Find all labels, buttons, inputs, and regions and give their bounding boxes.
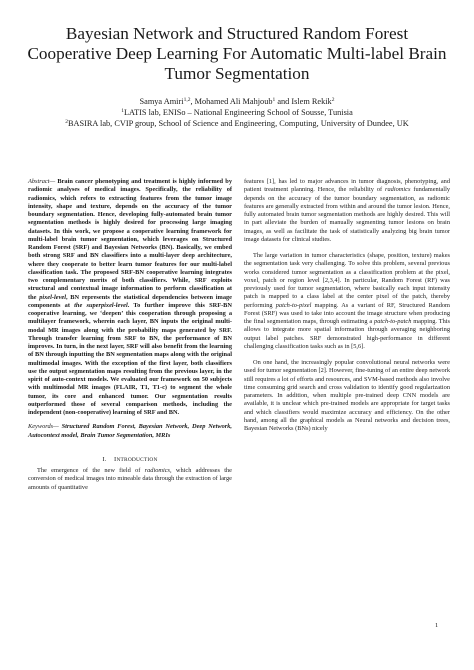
body-text: fundamentally depends on the accuracy of the tumor boundary segmentation, as radiomic features are generally extracted from within and around the tumor lesion. Hence, fully automated brain tumor segmentation methods are highly desired. This will in part alleviate the burden of manually segmenting tumor lesions on brain images, as well as facilitate the task of statistically analyzing big brain tumor image datasets for clinical studies. (244, 186, 450, 243)
author-name: and Islem Rekik (277, 97, 332, 106)
author-affiliation-mark: 1 (272, 97, 276, 103)
right-column (244, 178, 450, 441)
affiliation-line (20, 118, 454, 129)
section-title-rest: NTRODUCTION (116, 456, 158, 463)
body-text: mapping. As a variant of RF, Structured Random Forest (SRF) was used to take into account the image structure when producing the final segmentation maps, through estimating a (244, 301, 450, 325)
author-line: Samya Amiri$^{1,2}$, Mohamed Ali Mahjoub$^1$ and Islem Rekik$^2$ (139, 97, 335, 106)
keywords (28, 423, 232, 440)
body-text: The emergence of the new field of (37, 467, 145, 474)
paper-title: Bayesian Network and Structured Random Forest Cooperative Deep Learning For Automatic Multi-label Brain Tumor Segmentation (27, 24, 447, 83)
abstract-emphasis: pixel-level (39, 293, 66, 301)
abstract-emphasis: the superpixel-level (74, 301, 128, 309)
body-paragraph: On one hand, the increasingly popular convolutional neural networks were used for tumor segmentation [2]. However, fine-tuning of an entire deep network still requires a lot of efforts and resources, and SVM-based methods also involve time consuming grid search and cross validation to identify good regularization parameters. In addition, when multiple pre-trained deep CNN models are available, it is unclear which pre-trained models are appropriate for target tasks and which classifiers would maximize accuracy and efficiency. On the other hand, among all the graphical models as Neural networks and decision trees, Bayesian Networks (BNs) nicely (244, 359, 450, 432)
section-number: I. (102, 455, 107, 463)
affiliation-mark: 2 (65, 119, 68, 125)
body-text: , which addresses the conversion of medical images into mineable data through the extraction of large amounts of quantitative (28, 467, 232, 491)
intro-paragraph (28, 467, 232, 492)
abstract (28, 178, 232, 417)
body-text: features [1], has led to major advances in tumor diagnosis, phenotyping, and patient treatment planning. Hence, the reliability of (244, 178, 450, 194)
left-column (28, 178, 232, 492)
section-title-initial: I (114, 455, 117, 463)
keywords-text: Structured Random Forest, Bayesian Network, Deep Network, Autocontext model, Brain Tumor Segmentation, MRIs (28, 423, 232, 439)
body-text: mapping. This allows to integrate more spatial information through averaging neighboring output label patches. SRF demonstrated high-performance in different challenging classification tasks such as in [5,6]. (244, 318, 450, 350)
author-name: Mohamed Ali Mahjoub (194, 97, 273, 106)
abstract-text: , BN represents the statistical dependencies between image components at (28, 293, 232, 309)
body-paragraph (244, 252, 450, 351)
body-emphasis: radiomics (385, 186, 411, 194)
body-text: The large variation in tumor characteristics (shape, position, texture) makes the segmentation task very challenging. To solve this problem, several previous works considered tumor segmentation as a classification problem at the pixel, voxel, patch or region level [2,3,4]. In particular, Random Forest (RF) was previously used for tumor segmentation, where basically each input intensity patch is mapped to a class label at the center pixel of the patch, thereby performing (244, 252, 450, 309)
keywords-label: Keywords— (28, 423, 59, 431)
affiliation-text: BASIRA lab, CVIP group, School of Science and Engineering, Computing, University of Dundee, UK (68, 119, 409, 128)
affiliation-line (20, 107, 454, 118)
affiliation-text: LATIS lab, ENISo – National Engineering School of Sousse, Tunisia (123, 108, 353, 117)
abstract-text: . To further improve this SRF-BN cooperative learning, we ‘deepen’ this cooperation through proposing a multilayer framework, wherein each layer, BN inputs the original multi-modal MR images along with the probability maps generated by SRF. Through transfer learning from SRF to BN, the performance of BN improves. In turn, in the next layer, SRF will also benefit from the learning of BN through inputting the BN segmentation maps along with the original multimodal images. With the exception of the first layer, both classifiers use the output segmentation maps resulting from the previous layer, in the spirit of auto-context models. We evaluated our framework on 50 subjects with multimodal MR images (FLAIR, T1, T1-c) to segment the whole tumor, its core and enhanced tumor. Our segmentation results outperformed those of several comparison methods, including the independent (non-cooperative) learning of SRF and BN. (28, 301, 232, 416)
affiliation-mark: 1 (121, 108, 124, 114)
section-heading-introduction (28, 456, 232, 464)
body-emphasis: patch-to-pixel (275, 301, 312, 309)
author-affiliation-mark: 1,2 (183, 97, 191, 103)
author-affiliation-mark: 2 (331, 97, 335, 103)
page-number: 1 (435, 622, 439, 629)
author-block (20, 96, 454, 129)
abstract-text: Brain cancer phenotyping and treatment is highly informed by radiomic analyses of medical images. Specifically, the reliability of radiomics, which refers to extracting features from the tumor image intensity, shape and texture, depends on the accuracy of the tumor boundary segmentation. Hence, developing fully-automated brain tumor segmentation methods is highly desired for processing large imaging datasets. In this work, we propose a cooperative learning framework for multi-label brain tumor segmentation, which leverages on Structured Random Forest (SRF) and Bayesian Networks (BN). Basically, we embed both strong SRF and BN classifiers into a multi-layer deep architecture, where they cooperate to better learn tumor features for our multi-label classification task. The proposed SRF-BN cooperative learning integrates two complementary merits of both classifiers. While, SRF exploits structural and contextual image information to perform classification at the (28, 178, 232, 301)
body-emphasis: patch-to-patch (374, 318, 412, 325)
author-name: Samya Amiri (139, 97, 184, 106)
body-emphasis: radiomics (144, 467, 171, 474)
abstract-label: Abstract— (28, 178, 56, 185)
intro-paragraph-continued (244, 178, 450, 244)
